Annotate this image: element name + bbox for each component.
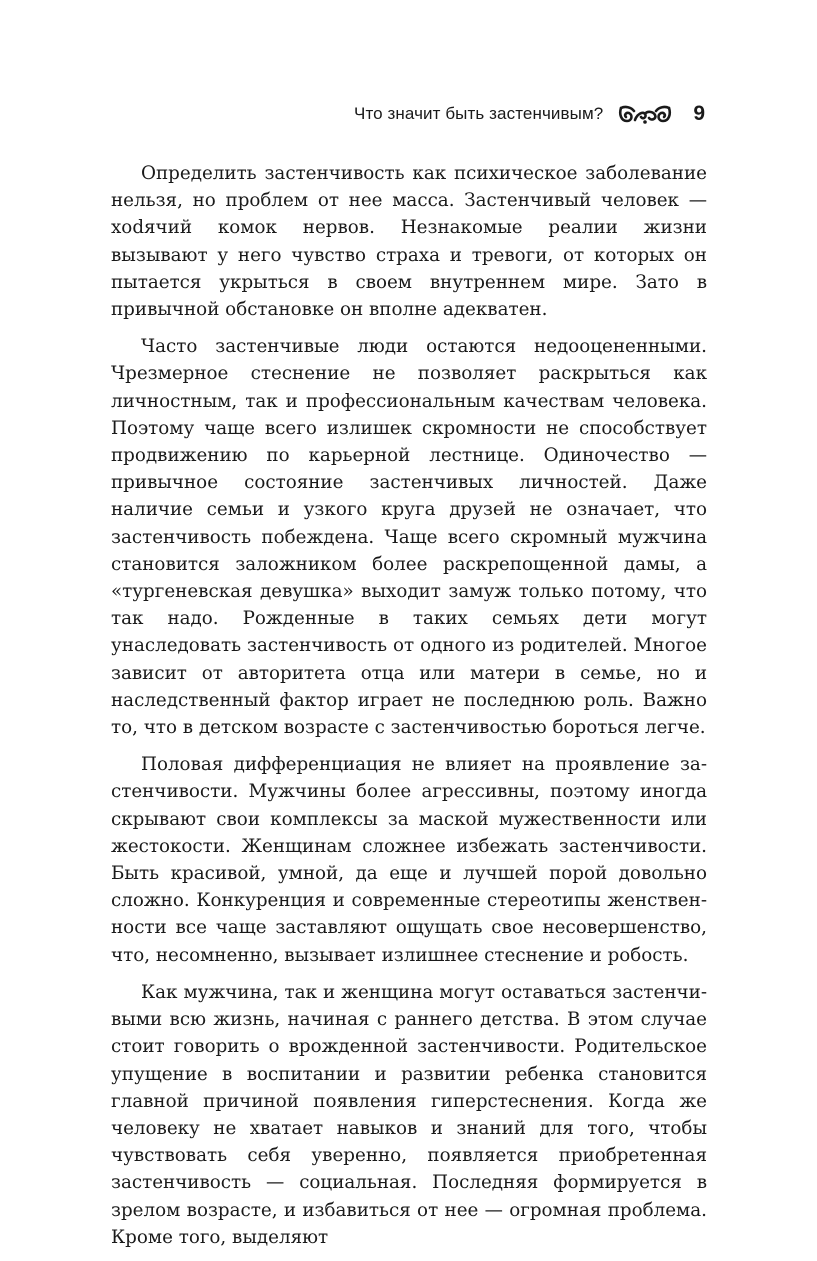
page-number: 9	[693, 102, 705, 125]
paragraph: Часто застенчивые люди остаются недооцененными. Чрезмерное стеснение не позволяет раскрыться как личностным, так и профессиональным качествам человека. Поэтому чаще всего излишек скромности не способствует продвижению по карьерной лестнице. Одиночество — привычное состояние застенчивых личностей. Даже наличие семьи и узкого круга друзей не означает, что застенчивость побеждена. Чаще всего скромный мужчина становится заложником более раскрепощенной дамы, а «тургеневская девушка» выходит замуж только потому, что так надо. Рожденные в таких семьях дети могут унаследовать застенчивость от одного из родителей. Многое зависит от авторитета отца или матери в семье, но и наследственный фактор играет не последнюю роль. Важно то, что в детском возрасте с застенчивостью бороться легче.	[111, 336, 707, 739]
paragraph: Определить застенчивость как психическое заболевание нельзя, но проблем от нее масса. Застенчивый человек — хоdячий комок нервов. Незнакомые реалии жизни вызывают у него чувство страха и тревоги, от которых он пытается укрыться в своем внутреннем мире. Зато в привычной обстановке он вполне адекватен.	[111, 163, 707, 321]
floral-ornament-icon	[617, 101, 673, 127]
running-header	[354, 101, 705, 127]
floral-ornament-icon-graphic	[617, 102, 673, 126]
paragraph: Половая дифференциация не влияет на проявление застенчивости. Мужчины более агрессивны, поэтому иногда скрывают свои комплексы за маской мужественности или жестокости. Женщинам сложнее избежать застенчивости. Быть красивой, умной, да еще и лучшей порой довольно сложно. Конкуренция и современные стереотипы женственности все чаще заставляют ощущать свое несовершенство, что, несомненно, вызывает излишнее стеснение и робость.	[111, 754, 707, 966]
paragraph: Как мужчина, так и женщина могут оставаться застенчивыми всю жизнь, начиная с раннего детства. В этом случае стоит говорить о врожденной застенчивости. Родительское упущение в воспитании и развитии ребенка становится главной причиной появления гиперстеснения. Когда же человеку не хватает навыков и знаний для того, чтобы чувствовать себя уверенно, появляется приобретенная застенчивость — социальная. Последняя формируется в зрелом возрасте, и избавиться от нее — огромная проблема. Кроме того, выделяют	[111, 981, 707, 1248]
body-text	[111, 160, 707, 1261]
running-title: Что значит быть застенчивым?	[354, 104, 604, 123]
